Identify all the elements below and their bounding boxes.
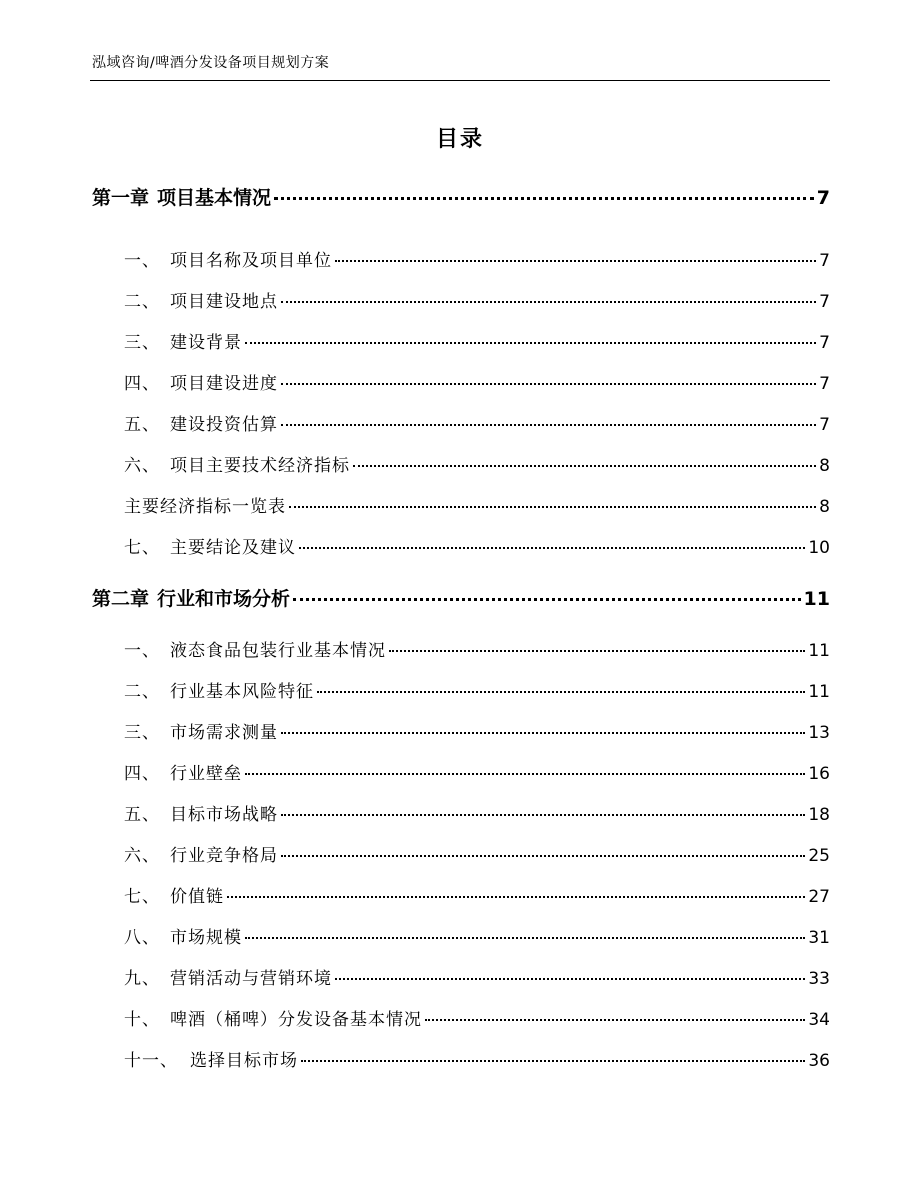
- toc-entry[interactable]: [124, 533, 830, 558]
- toc-chapter-label: 行业和市场分析: [157, 588, 291, 610]
- dot-leader: [425, 1019, 805, 1021]
- dot-leader: [227, 896, 805, 898]
- dot-leader: [335, 260, 816, 262]
- toc-entry-number: 四、: [124, 764, 160, 784]
- toc-entry[interactable]: [124, 800, 830, 825]
- dot-leader: [335, 978, 805, 980]
- dot-leader: [274, 197, 814, 200]
- toc-page-number: 7: [819, 333, 830, 353]
- toc-entry-number: 六、: [124, 456, 160, 476]
- dot-leader: [389, 650, 805, 652]
- toc-entry-number: 八、: [124, 928, 160, 948]
- toc-chapter-label: 项目基本情况: [157, 187, 272, 209]
- toc-entry[interactable]: [124, 1005, 830, 1030]
- toc-entry-label: 液态食品包装行业基本情况: [170, 641, 386, 661]
- toc-entry[interactable]: [124, 451, 830, 476]
- toc-entry-number: 十、: [124, 1010, 160, 1030]
- toc-page-number: 31: [808, 928, 830, 948]
- toc-entry[interactable]: [124, 369, 830, 394]
- toc-entry-label: 项目名称及项目单位: [170, 251, 332, 271]
- dot-leader: [281, 301, 816, 303]
- dot-leader: [245, 342, 816, 344]
- toc-entry-number: 三、: [124, 333, 160, 353]
- toc-entry-label: 啤酒（桶啤）分发设备基本情况: [170, 1010, 422, 1030]
- toc-entry[interactable]: [124, 759, 830, 784]
- toc-entry-number: 五、: [124, 415, 160, 435]
- toc-entry[interactable]: [124, 328, 830, 353]
- toc-entry-label: 行业壁垒: [170, 764, 242, 784]
- toc-chapter-number: 第二章: [92, 588, 150, 610]
- toc-entry[interactable]: [124, 492, 830, 517]
- toc-entry-number: 五、: [124, 805, 160, 825]
- toc-entry-label: 主要经济指标一览表: [124, 497, 286, 517]
- toc-entry-label: 项目建设地点: [170, 292, 278, 312]
- toc-entry-label: 市场规模: [170, 928, 242, 948]
- dot-leader: [281, 424, 816, 426]
- dot-leader: [299, 547, 805, 549]
- dot-leader: [317, 691, 805, 693]
- toc-page-number: 27: [808, 887, 830, 907]
- toc-page-number: 8: [819, 456, 830, 476]
- dot-leader: [245, 773, 805, 775]
- toc-page-number: 7: [816, 187, 830, 209]
- toc-page-number: 36: [808, 1051, 830, 1071]
- toc-entry-number: 一、: [124, 641, 160, 661]
- dot-leader: [281, 814, 805, 816]
- toc-entry-label: 项目建设进度: [170, 374, 278, 394]
- dot-leader: [245, 937, 805, 939]
- toc-page-number: 7: [819, 415, 830, 435]
- toc-page-number: 11: [808, 682, 830, 702]
- toc-entry-label: 建设背景: [170, 333, 242, 353]
- toc-page-number: 7: [819, 292, 830, 312]
- toc-page-number: 34: [808, 1010, 830, 1030]
- toc-page-number: 11: [808, 641, 830, 661]
- toc-chapter-1[interactable]: [92, 183, 830, 210]
- dot-leader: [293, 598, 801, 601]
- toc-entry-label: 建设投资估算: [170, 415, 278, 435]
- toc-page-number: 11: [803, 588, 830, 610]
- toc-entry-label: 主要结论及建议: [170, 538, 296, 558]
- toc-page-number: 16: [808, 764, 830, 784]
- toc-page-number: 8: [819, 497, 830, 517]
- dot-leader: [353, 465, 816, 467]
- dot-leader: [281, 855, 805, 857]
- dot-leader: [281, 732, 805, 734]
- running-header: 泓域咨询/啤酒分发设备项目规划方案: [92, 55, 330, 71]
- toc-page-number: 10: [808, 538, 830, 558]
- toc-entry-number: 七、: [124, 538, 160, 558]
- dot-leader: [301, 1060, 805, 1062]
- toc-chapter-number: 第一章: [92, 187, 150, 209]
- toc-entry-label: 市场需求测量: [170, 723, 278, 743]
- header-divider: [90, 80, 830, 81]
- toc-entry[interactable]: [124, 287, 830, 312]
- toc-page-number: 18: [808, 805, 830, 825]
- toc-entry-label: 目标市场战略: [170, 805, 278, 825]
- toc-entry[interactable]: [124, 882, 830, 907]
- toc-page-number: 25: [808, 846, 830, 866]
- toc-entry[interactable]: [124, 718, 830, 743]
- toc-entry[interactable]: [124, 636, 830, 661]
- toc-entry-number: 一、: [124, 251, 160, 271]
- dot-leader: [289, 506, 816, 508]
- toc-title: 目录: [435, 127, 484, 152]
- dot-leader: [281, 383, 816, 385]
- toc-chapter-2[interactable]: [92, 584, 830, 611]
- toc-entry[interactable]: [124, 677, 830, 702]
- toc-entry[interactable]: [124, 964, 830, 989]
- toc-entry[interactable]: [124, 841, 830, 866]
- toc-entry-number: 三、: [124, 723, 160, 743]
- toc-entry[interactable]: [124, 923, 830, 948]
- toc-entry-number: 十一、: [124, 1051, 178, 1071]
- toc-entry-number: 六、: [124, 846, 160, 866]
- toc-entry-label: 选择目标市场: [190, 1051, 298, 1071]
- toc-page-number: 7: [819, 374, 830, 394]
- toc-entry-label: 行业基本风险特征: [170, 682, 314, 702]
- toc-entry-number: 七、: [124, 887, 160, 907]
- toc-entry-number: 九、: [124, 969, 160, 989]
- toc-entry[interactable]: [124, 410, 830, 435]
- toc-entry[interactable]: [124, 246, 830, 271]
- toc-entry-number: 四、: [124, 374, 160, 394]
- toc-entry[interactable]: [124, 1046, 830, 1071]
- toc-entry-label: 行业竞争格局: [170, 846, 278, 866]
- toc-page-number: 33: [808, 969, 830, 989]
- toc-entry-number: 二、: [124, 682, 160, 702]
- toc-entry-label: 价值链: [170, 887, 224, 907]
- toc-page-number: 7: [819, 251, 830, 271]
- toc-page-number: 13: [808, 723, 830, 743]
- toc-entry-number: 二、: [124, 292, 160, 312]
- toc-entry-label: 营销活动与营销环境: [170, 969, 332, 989]
- toc-entry-label: 项目主要技术经济指标: [170, 456, 350, 476]
